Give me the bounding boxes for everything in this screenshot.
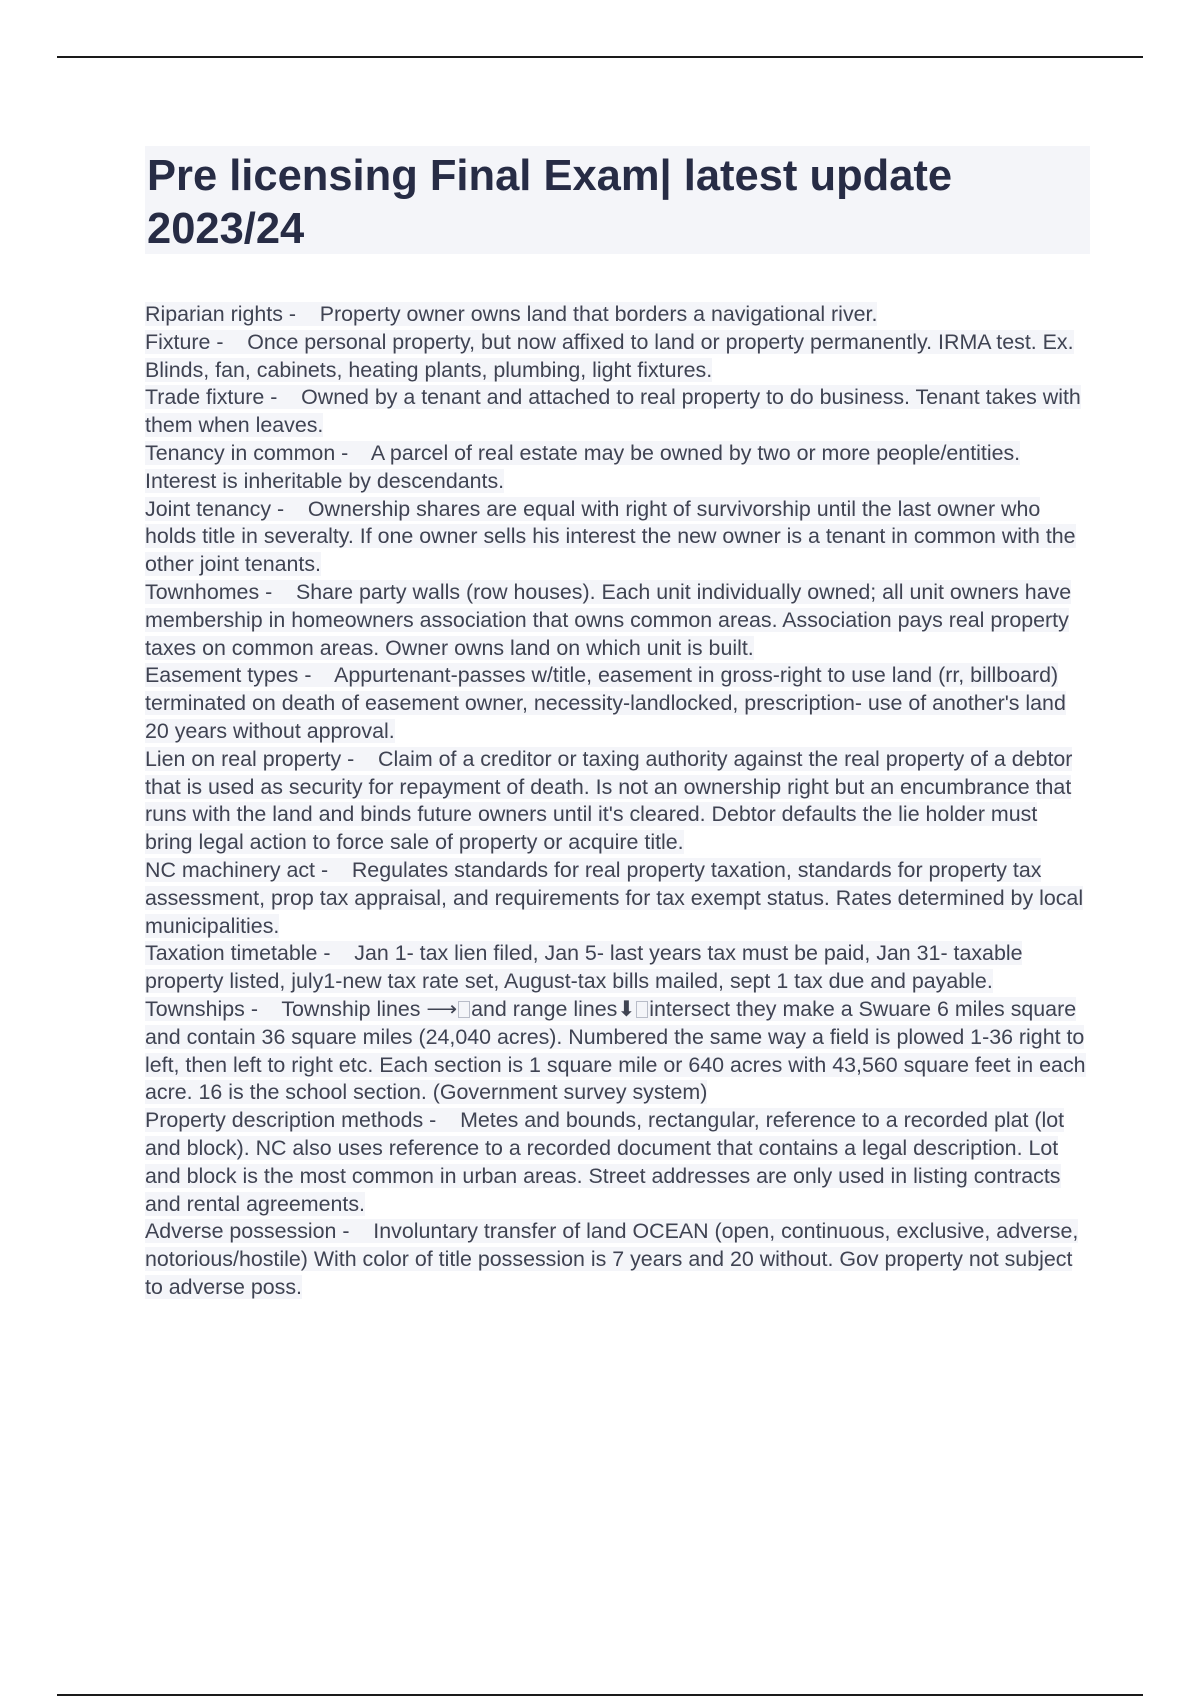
entry-separator: - [317, 941, 355, 966]
title-block [145, 146, 1090, 254]
entry-definition-part: intersect they make a Swuare 6 miles square and contain 36 square miles (24,040 acres). Numbered the same way a field is plowed 1-36 right to left, then left to right etc. Each section is 1 square mile or 640 acres with 43,560 square feet in each acre. 16 is the school section. (Government survey system) [145, 996, 1086, 1105]
entry-separator: - [341, 746, 379, 771]
entry-definition: Once personal property, but now affixed to land or property permanently. IRMA test. Ex. Blinds, fan, cabinets, heating plants, plumbing, light fixtures. [145, 329, 1074, 382]
entry-definition: Regulates standards for real property taxation, standards for property tax assessment, prop tax appraisal, and requirements for tax exempt status. Rates determined by local municipalities. [145, 857, 1084, 938]
entry-term: Riparian rights [145, 302, 283, 326]
list-item [145, 940, 1090, 996]
entry-term: Easement types [145, 663, 299, 688]
entry-term: Trade fixture [145, 385, 265, 410]
entry-term: Townships [145, 996, 245, 1021]
list-item [145, 746, 1090, 857]
entry-definition: Owned by a tenant and attached to real property to do business. Tenant takes with them when leaves. [145, 385, 1081, 438]
list-item [145, 301, 1090, 329]
list-item [145, 384, 1090, 440]
entry-term: Property description methods [145, 1108, 424, 1133]
list-item [145, 329, 1090, 385]
entry-separator: - [423, 1108, 461, 1133]
missing-glyph-box [458, 1001, 470, 1018]
list-item [145, 996, 1090, 1107]
document-title: Pre licensing Final Exam| latest update 2023/24 [147, 152, 953, 253]
list-item [145, 1218, 1090, 1301]
entry-definition: Property owner owns land that borders a navigational river. [319, 302, 878, 326]
list-item [145, 440, 1090, 496]
entry-term: Tenancy in common [145, 440, 336, 465]
entry-term: Adverse possession [145, 1219, 337, 1244]
down-arrow-icon: ⬇ [617, 996, 636, 1021]
list-item [145, 579, 1090, 662]
list-item [145, 662, 1090, 745]
entry-separator: - [244, 996, 282, 1021]
entry-definition: Claim of a creditor or taxing authority against the real property of a debtor that is used as security for repayment of death. Is not an ownership right but an encumbrance that runs with the land and binds future owners until it's cleared. Debtor defaults the lie holder must bring legal action to force sale of property or acquire title. [145, 746, 1073, 855]
entry-term: Fixture [145, 329, 211, 354]
entry-definition: Ownership shares are equal with right of survivorship until the last owner who holds title in severalty. If one owner sells his interest the new owner is a tenant in common with the other joint tenants. [145, 496, 1076, 577]
entry-definition: Share party walls (row houses). Each unit individually owned; all unit owners have membership in homeowners association that owns common areas. Association pays real property taxes on common areas. Owner owns land on which unit is built. [145, 579, 1072, 660]
top-rule [57, 56, 1143, 58]
entry-definition: Appurtenant-passes w/title, easement in gross-right to use land (rr, billboard) terminated on death of easement owner, necessity-landlocked, prescription- use of another's land 20 years without approval. [145, 663, 1066, 743]
entry-definition-part: and range lines [471, 996, 618, 1021]
entry-definition: Metes and bounds, rectangular, reference to a recorded plat (lot and block). NC also uses reference to a recorded document that contains a legal description. Lot and block is the most common in urban areas. Street addresses are only used in listing contracts and rental agreements. [145, 1108, 1065, 1216]
entry-separator: - [336, 1219, 374, 1244]
list-item [145, 857, 1090, 940]
entry-separator: - [264, 385, 302, 410]
entry-term: Taxation timetable [145, 941, 318, 966]
entry-term: Lien on real property [145, 746, 342, 771]
entry-separator: - [259, 579, 296, 604]
entry-term: Townhomes [145, 579, 260, 604]
entry-definition: Involuntary transfer of land OCEAN (open, continuous, exclusive, adverse, notorious/hostile) With color of title possession is 7 years and 20 without. Gov property not subject to adverse poss. [145, 1219, 1079, 1299]
flashcard-list [145, 301, 1090, 1302]
list-item [145, 1107, 1090, 1218]
entry-separator: - [282, 302, 320, 326]
entry-separator: - [210, 329, 248, 354]
entry-separator: - [271, 496, 308, 521]
entry-separator: - [315, 857, 352, 882]
missing-glyph-box [636, 1001, 648, 1018]
entry-separator: - [335, 440, 371, 465]
entry-definition: Jan 1- tax lien filed, Jan 5- last years tax must be paid, Jan 31- taxable property listed, july1-new tax rate set, August-tax bills mailed, sept 1 tax due and payable. [145, 941, 1023, 994]
entry-definition-part: Township lines [281, 996, 427, 1021]
list-item [145, 496, 1090, 579]
entry-separator: - [298, 663, 335, 688]
entry-term: NC machinery act [145, 857, 315, 882]
bottom-rule [57, 1694, 1143, 1696]
entry-term: Joint tenancy [145, 496, 272, 521]
entry-definition: A parcel of real estate may be owned by two or more people/entities. Interest is inheritable by descendants. [145, 440, 1021, 493]
right-arrow-icon: ⟶ [426, 996, 458, 1021]
